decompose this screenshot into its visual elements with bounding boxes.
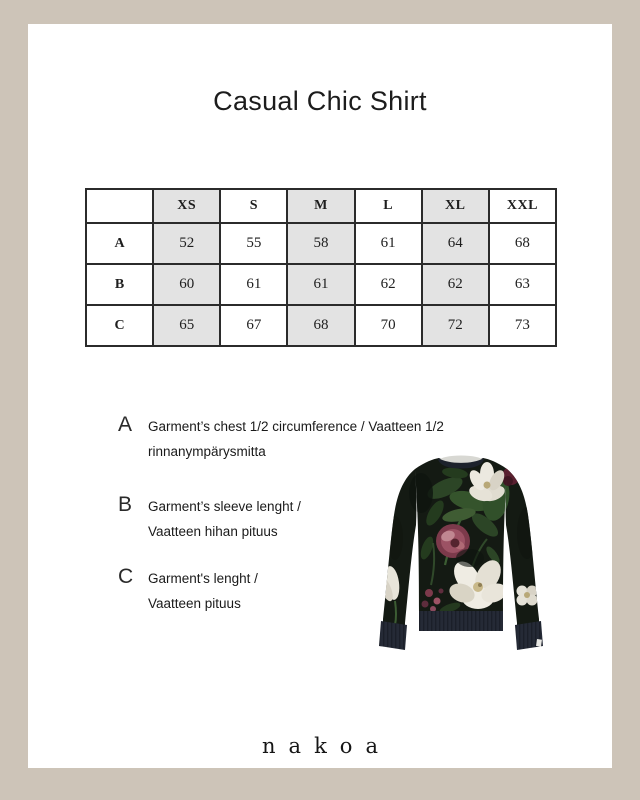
table-row-b xyxy=(86,264,556,305)
cell-b-xs: 60 xyxy=(153,264,220,305)
size-col-m: M xyxy=(287,189,354,223)
size-guide-card xyxy=(28,24,612,768)
row-label-c: C xyxy=(86,305,153,346)
cell-a-xxl: 68 xyxy=(489,223,556,264)
legend-letter-b: B xyxy=(118,493,133,516)
cell-a-l: 61 xyxy=(355,223,422,264)
cuff-tag xyxy=(536,639,542,647)
row-label-a: A xyxy=(86,223,153,264)
cell-c-l: 70 xyxy=(355,305,422,346)
legend-item-c xyxy=(118,563,258,616)
legend-a-line1: Garment’s chest 1/2 circumference / Vaatteen 1/2 xyxy=(148,419,444,434)
legend-b-line1: Garment’s sleeve lenght / xyxy=(148,499,301,514)
cell-c-xl: 72 xyxy=(422,305,489,346)
cell-b-s: 61 xyxy=(220,264,287,305)
size-table xyxy=(85,188,557,347)
cell-a-xl: 64 xyxy=(422,223,489,264)
cell-a-s: 55 xyxy=(220,223,287,264)
size-col-xxl: XXL xyxy=(489,189,556,223)
page-title: Casual Chic Shirt xyxy=(213,86,427,116)
legend-text-b xyxy=(148,491,301,544)
size-col-xs: XS xyxy=(153,189,220,223)
hem-band xyxy=(419,611,503,631)
table-row-a xyxy=(86,223,556,264)
size-col-s: S xyxy=(220,189,287,223)
legend-letter-a: A xyxy=(118,413,133,436)
legend-a-line2: rinnanympärysmitta xyxy=(148,444,266,459)
floral-sweatshirt-photo xyxy=(375,443,547,655)
cell-b-l: 62 xyxy=(355,264,422,305)
legend-c-line2: Vaatteen pituus xyxy=(148,596,241,611)
legend-item-b xyxy=(118,491,301,544)
legend-letter-c: C xyxy=(118,565,134,588)
legend-text-c xyxy=(148,563,258,616)
cell-b-xxl: 63 xyxy=(489,264,556,305)
cell-c-m: 68 xyxy=(287,305,354,346)
left-cuff xyxy=(379,621,407,650)
legend-c-line1: Garment's lenght / xyxy=(148,571,258,586)
legend-b-line2: Vaatteen hihan pituus xyxy=(148,524,278,539)
cell-b-m: 61 xyxy=(287,264,354,305)
cell-b-xl: 62 xyxy=(422,264,489,305)
cell-a-xs: 52 xyxy=(153,223,220,264)
sweatshirt-illustration xyxy=(375,443,547,655)
cell-c-xs: 65 xyxy=(153,305,220,346)
cell-a-m: 58 xyxy=(287,223,354,264)
size-col-xl: XL xyxy=(422,189,489,223)
cell-c-xxl: 73 xyxy=(489,305,556,346)
brand-logo: nakoa xyxy=(262,734,391,758)
size-table-header-row xyxy=(86,189,556,223)
table-row-c xyxy=(86,305,556,346)
row-label-b: B xyxy=(86,264,153,305)
size-table-corner-cell xyxy=(86,189,153,223)
size-col-l: L xyxy=(355,189,422,223)
cell-c-s: 67 xyxy=(220,305,287,346)
